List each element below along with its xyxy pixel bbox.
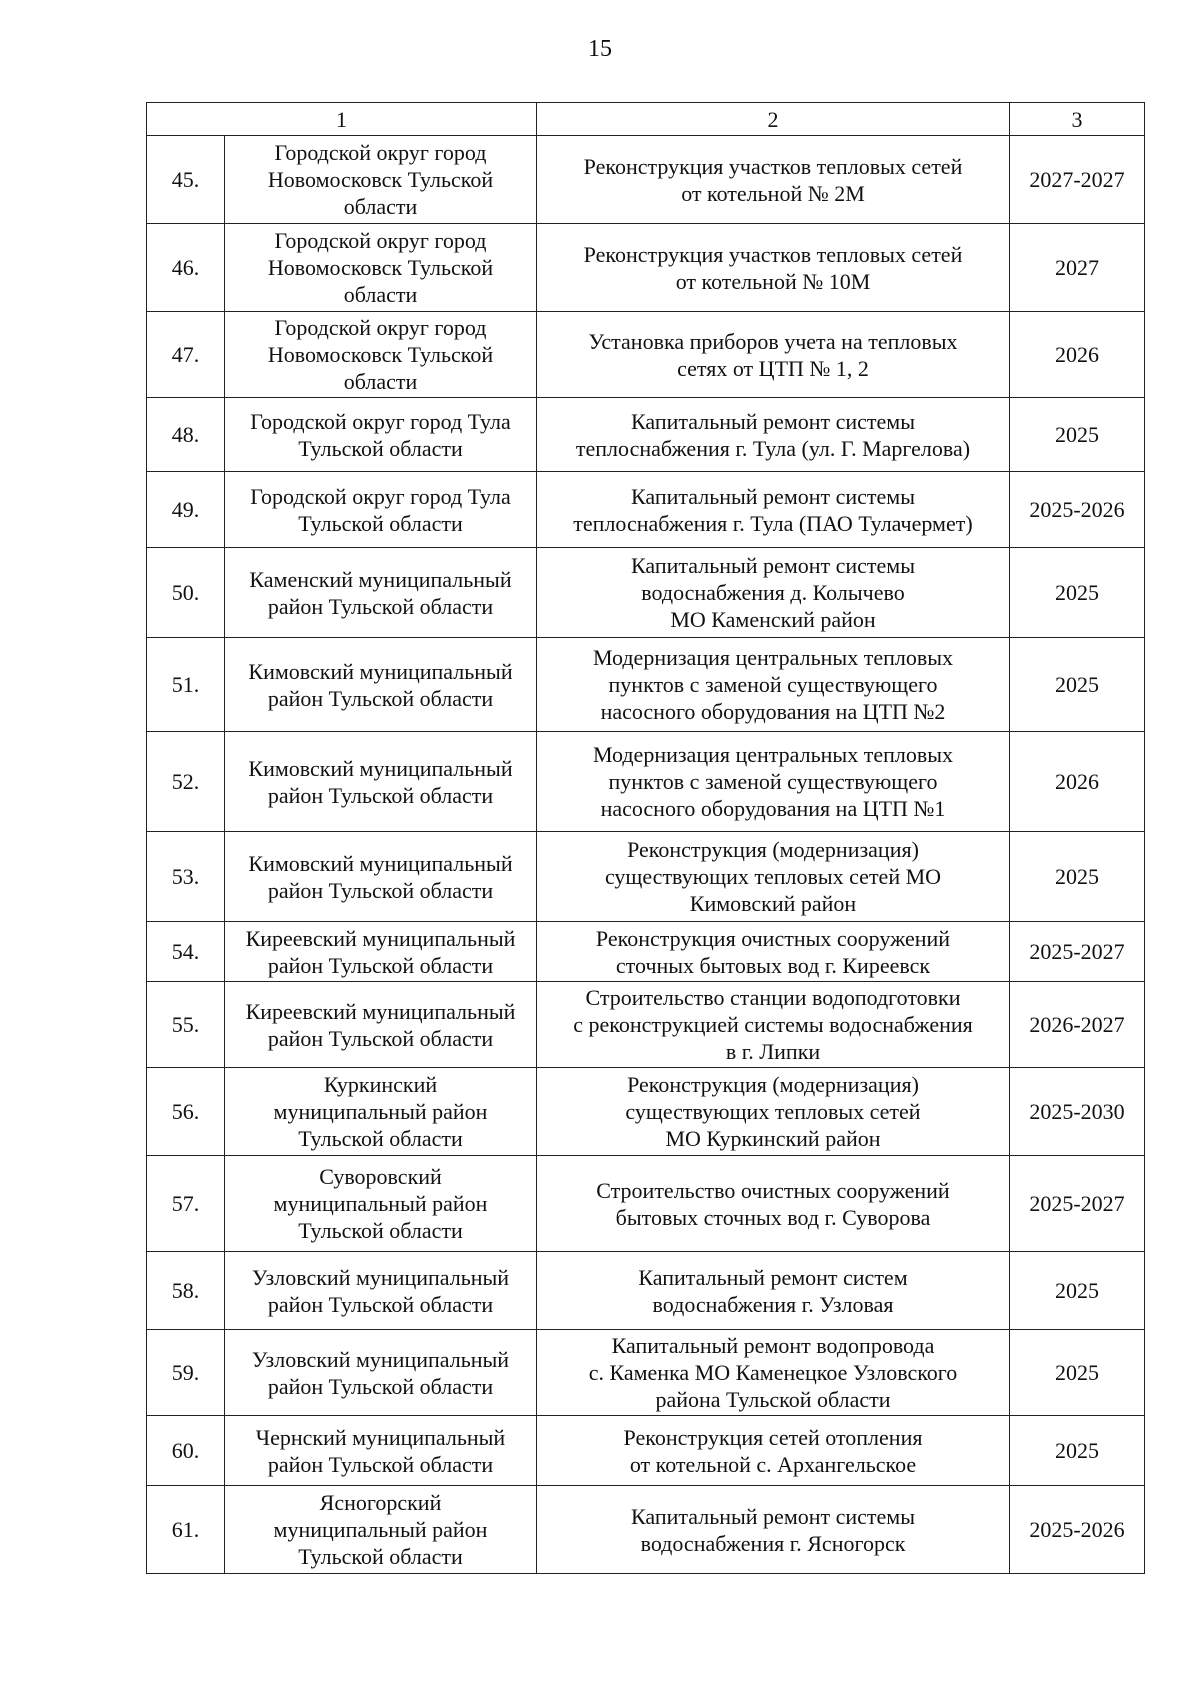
district-cell — [225, 638, 537, 732]
row-number: 60. — [147, 1416, 225, 1486]
project-line: от котельной № 2М — [681, 180, 865, 206]
project-line: с реконструкцией системы водоснабжения — [573, 1012, 973, 1037]
district-cell — [225, 224, 537, 312]
district-cell — [225, 1416, 537, 1486]
project-cell — [537, 398, 1010, 472]
district-cell — [225, 1156, 537, 1252]
project-cell — [537, 472, 1010, 548]
project-cell — [537, 1252, 1010, 1330]
project-cell — [537, 638, 1010, 732]
row-number: 52. — [147, 732, 225, 832]
period-cell: 2026-2027 — [1010, 982, 1145, 1068]
project-line: в г. Липки — [725, 1039, 821, 1064]
project-line: водоснабжения д. Колычево — [641, 580, 905, 605]
table-row — [147, 638, 1145, 732]
district-line: Узловский муниципальный — [251, 1346, 510, 1372]
district-line: район Тульской области — [267, 685, 494, 711]
district-cell — [225, 1068, 537, 1156]
project-cell — [537, 312, 1010, 398]
district-line: Ясногорский — [319, 1490, 442, 1515]
row-number: 46. — [147, 224, 225, 312]
project-line: теплоснабжения г. Тула (ПАО Тулачермет) — [573, 510, 973, 536]
project-line: от котельной № 10М — [675, 268, 871, 294]
district-line: район Тульской области — [267, 1373, 494, 1399]
district-line: Узловский муниципальный — [251, 1264, 510, 1290]
district-line: Кимовский муниципальный — [248, 658, 513, 684]
period-cell: 2027-2027 — [1010, 136, 1145, 224]
project-line: Строительство очистных сооружений — [596, 1177, 950, 1203]
district-line: Городской округ город — [274, 228, 487, 253]
project-line: Капитальный ремонт систем — [638, 1264, 908, 1290]
period-cell: 2025 — [1010, 638, 1145, 732]
row-number: 55. — [147, 982, 225, 1068]
period-cell: 2027 — [1010, 224, 1145, 312]
district-line: области — [343, 194, 418, 219]
project-line: Кимовский район — [689, 891, 857, 916]
row-number: 54. — [147, 922, 225, 982]
table-row — [147, 398, 1145, 472]
period-cell: 2025 — [1010, 1416, 1145, 1486]
period-cell: 2025 — [1010, 548, 1145, 638]
project-line: Реконструкция сетей отопления — [623, 1424, 923, 1450]
project-cell — [537, 136, 1010, 224]
district-line: Суворовский — [319, 1164, 442, 1189]
table-header — [147, 103, 1145, 136]
period-cell: 2025 — [1010, 832, 1145, 922]
project-line: существующих тепловых сетей МО — [604, 864, 942, 889]
table-row — [147, 732, 1145, 832]
district-line: муниципальный район — [273, 1191, 488, 1216]
header-col-1: 1 — [147, 103, 537, 136]
district-cell — [225, 732, 537, 832]
district-line: области — [343, 282, 418, 307]
district-line: Киреевский муниципальный — [245, 998, 516, 1024]
project-line: пунктов с заменой существующего — [608, 672, 938, 697]
project-line: Реконструкция очистных сооружений — [595, 925, 951, 951]
district-line: Новомосковск Тульской — [267, 167, 494, 192]
table-row — [147, 224, 1145, 312]
project-line: с. Каменка МО Каменецкое Узловского — [588, 1360, 958, 1385]
header-col-3: 3 — [1010, 103, 1145, 136]
district-line: Тульской области — [298, 1126, 463, 1151]
period-cell: 2026 — [1010, 732, 1145, 832]
project-line: от котельной с. Архангельское — [629, 1451, 917, 1477]
district-cell — [225, 312, 537, 398]
district-line: Тульской области — [298, 435, 463, 461]
row-number: 47. — [147, 312, 225, 398]
project-line: Модернизация центральных тепловых — [592, 742, 954, 767]
period-cell: 2025-2027 — [1010, 922, 1145, 982]
project-line: сетях от ЦТП № 1, 2 — [677, 355, 869, 381]
period-cell: 2025-2026 — [1010, 472, 1145, 548]
row-number: 48. — [147, 398, 225, 472]
district-cell — [225, 982, 537, 1068]
project-cell — [537, 982, 1010, 1068]
district-line: Городской округ город Тула — [250, 483, 511, 509]
row-number: 56. — [147, 1068, 225, 1156]
project-cell — [537, 1068, 1010, 1156]
project-cell — [537, 922, 1010, 982]
district-line: Тульской области — [298, 1218, 463, 1243]
period-cell: 2025 — [1010, 398, 1145, 472]
district-line: Куркинский — [323, 1072, 438, 1097]
district-cell — [225, 1330, 537, 1416]
district-line: Городской округ город Тула — [250, 408, 511, 434]
project-line: водоснабжения г. Узловая — [652, 1291, 894, 1317]
district-line: муниципальный район — [273, 1517, 488, 1542]
period-cell: 2025 — [1010, 1252, 1145, 1330]
row-number: 51. — [147, 638, 225, 732]
table-body — [147, 136, 1145, 1574]
table-row — [147, 1486, 1145, 1574]
row-number: 57. — [147, 1156, 225, 1252]
period-cell: 2025 — [1010, 1330, 1145, 1416]
period-cell: 2025-2027 — [1010, 1156, 1145, 1252]
table-row — [147, 472, 1145, 548]
project-line: Реконструкция (модернизация) — [627, 1072, 919, 1097]
district-line: район Тульской области — [267, 1025, 494, 1051]
table-row — [147, 1156, 1145, 1252]
project-cell — [537, 548, 1010, 638]
district-line: Кимовский муниципальный — [248, 850, 513, 876]
period-cell: 2026 — [1010, 312, 1145, 398]
project-cell — [537, 1330, 1010, 1416]
row-number: 58. — [147, 1252, 225, 1330]
project-cell — [537, 1486, 1010, 1574]
project-line: Установка приборов учета на тепловых — [588, 328, 958, 354]
project-line: насосного оборудования на ЦТП №1 — [600, 796, 946, 821]
project-line: МО Куркинский район — [665, 1126, 881, 1151]
district-line: области — [343, 369, 418, 394]
project-line: Капитальный ремонт системы — [630, 553, 916, 578]
row-number: 50. — [147, 548, 225, 638]
project-line: Строительство станции водоподготовки — [585, 985, 961, 1010]
project-cell — [537, 1156, 1010, 1252]
table-row — [147, 1068, 1145, 1156]
table-row — [147, 832, 1145, 922]
project-cell — [537, 224, 1010, 312]
project-line: Реконструкция участков тепловых сетей — [583, 153, 963, 179]
district-line: Городской округ город — [274, 140, 487, 165]
district-cell — [225, 398, 537, 472]
table-row — [147, 1252, 1145, 1330]
project-line: Реконструкция участков тепловых сетей — [583, 241, 963, 267]
table-row — [147, 312, 1145, 398]
period-cell: 2025-2030 — [1010, 1068, 1145, 1156]
row-number: 59. — [147, 1330, 225, 1416]
project-line: насосного оборудования на ЦТП №2 — [600, 699, 946, 724]
period-cell: 2025-2026 — [1010, 1486, 1145, 1574]
project-cell — [537, 832, 1010, 922]
district-line: район Тульской области — [267, 877, 494, 903]
table-row — [147, 1330, 1145, 1416]
district-line: Новомосковск Тульской — [267, 342, 494, 367]
district-line: район Тульской области — [267, 952, 494, 978]
district-line: муниципальный район — [273, 1099, 488, 1124]
district-line: Чернский муниципальный — [255, 1424, 506, 1450]
project-cell — [537, 732, 1010, 832]
district-cell — [225, 832, 537, 922]
district-line: Кимовский муниципальный — [248, 755, 513, 781]
project-line: существующих тепловых сетей — [625, 1099, 921, 1124]
project-line: Реконструкция (модернизация) — [627, 837, 919, 862]
projects-table — [146, 102, 1145, 1574]
district-line: Тульской области — [298, 510, 463, 536]
header-col-2: 2 — [537, 103, 1010, 136]
page-number: 15 — [588, 36, 612, 62]
project-line: Капитальный ремонт водопровода — [611, 1333, 935, 1358]
district-cell — [225, 472, 537, 548]
district-line: Тульской области — [298, 1544, 463, 1569]
district-line: район Тульской области — [267, 1451, 494, 1477]
project-line: Капитальный ремонт системы — [630, 483, 916, 509]
row-number: 45. — [147, 136, 225, 224]
district-line: Киреевский муниципальный — [245, 925, 516, 951]
district-line: Городской округ город — [274, 315, 487, 340]
project-line: бытовых сточных вод г. Суворова — [615, 1204, 931, 1230]
district-cell — [225, 1252, 537, 1330]
project-line: сточных бытовых вод г. Киреевск — [615, 952, 931, 978]
row-number: 53. — [147, 832, 225, 922]
project-line: теплоснабжения г. Тула (ул. Г. Маргелова) — [575, 435, 971, 461]
row-number: 61. — [147, 1486, 225, 1574]
district-cell — [225, 1486, 537, 1574]
project-line: Модернизация центральных тепловых — [592, 645, 954, 670]
district-line: район Тульской области — [267, 1291, 494, 1317]
table-row — [147, 922, 1145, 982]
row-number: 49. — [147, 472, 225, 548]
project-line: района Тульской области — [655, 1387, 891, 1412]
project-cell — [537, 1416, 1010, 1486]
table-row — [147, 136, 1145, 224]
project-line: пунктов с заменой существующего — [608, 769, 938, 794]
district-line: район Тульской области — [267, 782, 494, 808]
project-line: МО Каменский район — [670, 607, 876, 632]
table-row — [147, 1416, 1145, 1486]
project-line: водоснабжения г. Ясногорск — [640, 1530, 906, 1556]
table-row — [147, 982, 1145, 1068]
project-line: Капитальный ремонт системы — [630, 408, 916, 434]
district-cell — [225, 922, 537, 982]
district-cell — [225, 548, 537, 638]
district-cell — [225, 136, 537, 224]
district-line: Каменский муниципальный — [249, 566, 512, 592]
table-row — [147, 548, 1145, 638]
district-line: Новомосковск Тульской — [267, 255, 494, 280]
district-line: район Тульской области — [267, 593, 494, 619]
project-line: Капитальный ремонт системы — [630, 1503, 916, 1529]
